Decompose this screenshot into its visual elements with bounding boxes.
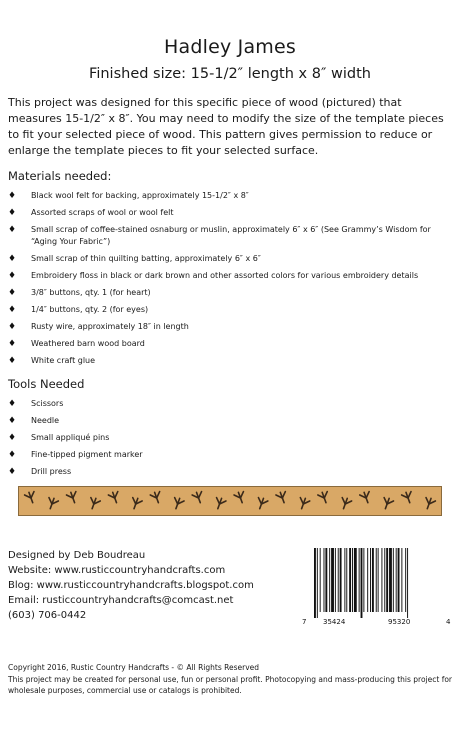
list-item-text: 3/8″ buttons, qty. 1 (for heart) — [31, 288, 151, 297]
copyright-block — [8, 662, 454, 697]
diamond-bullet-icon: ♦ — [8, 356, 17, 366]
list-item — [8, 287, 448, 299]
phone-number: (603) 706-0442 — [8, 610, 87, 621]
list-item-text: Small scrap of coffee-stained osnaburg or muslin, approximately 6″ x 6″ (See Grammy’s Wisdom for “Aging Your Fabric”) — [31, 225, 431, 246]
diamond-bullet-icon: ♦ — [8, 322, 17, 332]
barcode-bar — [384, 548, 385, 612]
materials-list — [8, 190, 448, 372]
list-item — [8, 270, 448, 282]
diamond-bullet-icon: ♦ — [8, 288, 17, 298]
list-item — [8, 304, 448, 316]
barcode-bar — [317, 548, 318, 618]
barcode-bar — [359, 548, 360, 612]
barcode-bar — [367, 548, 368, 612]
barcode-bar — [344, 548, 345, 612]
crow-footprint-icon — [297, 497, 310, 511]
list-item-text: Rusty wire, approximately 18″ in length — [31, 322, 189, 331]
barcode-bar — [325, 548, 327, 612]
barcode-bar — [338, 548, 339, 612]
list-item — [8, 466, 448, 478]
barcode-bar — [376, 548, 377, 612]
barcode-bar — [314, 548, 316, 618]
list-item-text: 1/4″ buttons, qty. 2 (for eyes) — [31, 305, 149, 314]
barcode-bar — [370, 548, 371, 612]
crow-footprint-icon — [359, 491, 372, 505]
diamond-bullet-icon: ♦ — [8, 339, 17, 349]
copyright-line: Copyright 2016, Rustic Country Handcrafts - © All Rights Reserved — [8, 663, 260, 672]
crow-footprint-icon — [318, 491, 331, 505]
tools-list — [8, 398, 448, 483]
crow-footprint-icon — [339, 497, 352, 511]
diamond-bullet-icon: ♦ — [8, 416, 17, 426]
barcode-bar — [340, 548, 342, 612]
barcode-bar — [407, 548, 408, 618]
crow-footprint-icon — [129, 497, 142, 511]
list-item — [8, 207, 448, 219]
diamond-bullet-icon: ♦ — [8, 254, 17, 264]
materials-heading: Materials needed: — [8, 169, 112, 183]
crow-footprint-icon — [24, 491, 37, 505]
list-item — [8, 338, 448, 350]
barcode-bar — [349, 548, 351, 612]
crow-footprint-icon — [234, 491, 247, 505]
diamond-bullet-icon: ♦ — [8, 208, 17, 218]
barcode-bar — [398, 548, 400, 612]
barcode-bar — [352, 548, 353, 612]
border-motif-row — [19, 487, 441, 515]
crow-footprint-icon — [108, 491, 121, 505]
list-item-text: White craft glue — [31, 356, 96, 365]
barcode-bar — [335, 548, 336, 612]
list-item-text: Fine-tipped pigment marker — [31, 450, 143, 459]
list-item-text: Embroidery floss in black or dark brown and other assorted colors for various embroidery details — [31, 271, 419, 280]
list-item-text: Assorted scraps of wool or wool felt — [31, 208, 174, 217]
barcode-digit-right: 4 — [446, 618, 451, 626]
diamond-bullet-icon: ♦ — [8, 225, 17, 235]
list-item — [8, 253, 448, 265]
blog-link[interactable]: Blog: www.rusticcountryhandcrafts.blogspot.com — [8, 580, 254, 591]
barcode-bar — [378, 548, 379, 612]
barcode-bar — [331, 548, 334, 612]
barcode-group-2: 95320 — [388, 618, 411, 626]
barcode-bar — [386, 548, 388, 612]
crow-footprint-icon — [255, 497, 268, 511]
barcode-bar — [393, 548, 394, 612]
diamond-bullet-icon: ♦ — [8, 399, 17, 409]
barcode-bar — [405, 548, 406, 612]
crow-footprint-icon — [46, 497, 59, 511]
website-link[interactable]: Website: www.rusticcountryhandcrafts.com — [8, 565, 226, 576]
email-link[interactable]: Email: rusticcountryhandcrafts@comcast.net — [8, 595, 234, 606]
barcode-bar — [361, 548, 363, 618]
crow-footprint-icon — [213, 497, 226, 511]
list-item-text: Small scrap of thin quilting batting, approximately 6″ x 6″ — [31, 254, 261, 263]
barcode-group-1: 35424 — [323, 618, 346, 626]
list-item — [8, 355, 448, 367]
tools-heading: Tools Needed — [8, 377, 85, 391]
barcode-bar — [389, 548, 392, 612]
list-item-text: Needle — [31, 416, 60, 425]
barcode-digit-left: 7 — [302, 618, 307, 626]
list-item — [8, 224, 448, 248]
pattern-title: Hadley James — [164, 36, 296, 58]
crow-footprint-icon — [276, 491, 289, 505]
barcode-bar — [372, 548, 374, 612]
barcode-bar — [363, 548, 364, 612]
crow-footprint-icon — [423, 497, 436, 511]
list-item-text: Weathered barn wood board — [31, 339, 145, 348]
crow-footprint-icon — [66, 491, 79, 505]
list-item — [8, 432, 448, 444]
diamond-bullet-icon: ♦ — [8, 467, 17, 477]
diamond-bullet-icon: ♦ — [8, 305, 17, 315]
diamond-bullet-icon: ♦ — [8, 191, 17, 201]
list-item-text: Small appliqué pins — [31, 433, 110, 442]
crow-footprint-icon — [171, 497, 184, 511]
finished-size: Finished size: 15-1/2″ length x 8″ width — [89, 66, 371, 82]
diamond-bullet-icon: ♦ — [8, 433, 17, 443]
barcode-bar — [354, 548, 357, 612]
crow-footprint-icon — [381, 497, 394, 511]
list-item — [8, 449, 448, 461]
list-item-text: Drill press — [31, 467, 72, 476]
list-item-text: Scissors — [31, 399, 64, 408]
crow-footprint-icon — [87, 497, 100, 511]
intro-paragraph: This project was designed for this specific piece of wood (pictured) that measures 15-1/2″ x 8″. You may need to modify the size of the template pieces to fit your selected piece of wood. This pattern gives permission to reduce or enlarge the template pieces to fit your selected surface. — [8, 96, 444, 157]
crow-footprint-icon — [150, 491, 163, 505]
list-item-text: Black wool felt for backing, approximately 15-1/2″ x 8″ — [31, 191, 249, 200]
usage-notice: This project may be created for personal use, fun or personal profit. Photocopying and mass-producing this project for wholesale purposes, commercial use or catalogs is prohibited. — [8, 674, 453, 695]
crow-footprint-icon — [192, 491, 205, 505]
barcode-bar — [401, 548, 402, 612]
list-item — [8, 415, 448, 427]
list-item — [8, 321, 448, 333]
diamond-bullet-icon: ♦ — [8, 271, 17, 281]
barcode-bar — [381, 548, 382, 612]
crow-footprint-icon — [401, 491, 414, 505]
barcode-bar — [329, 548, 330, 612]
barcode-bar — [324, 548, 325, 612]
contact-block — [8, 548, 308, 623]
designer-credit: Designed by Deb Boudreau — [8, 550, 146, 561]
diamond-bullet-icon: ♦ — [8, 450, 17, 460]
list-item — [8, 190, 448, 202]
barcode-bar — [346, 548, 347, 612]
decorative-border-strip — [18, 486, 442, 516]
barcode-bar — [320, 548, 321, 612]
list-item — [8, 398, 448, 410]
barcode-bar — [396, 548, 397, 612]
